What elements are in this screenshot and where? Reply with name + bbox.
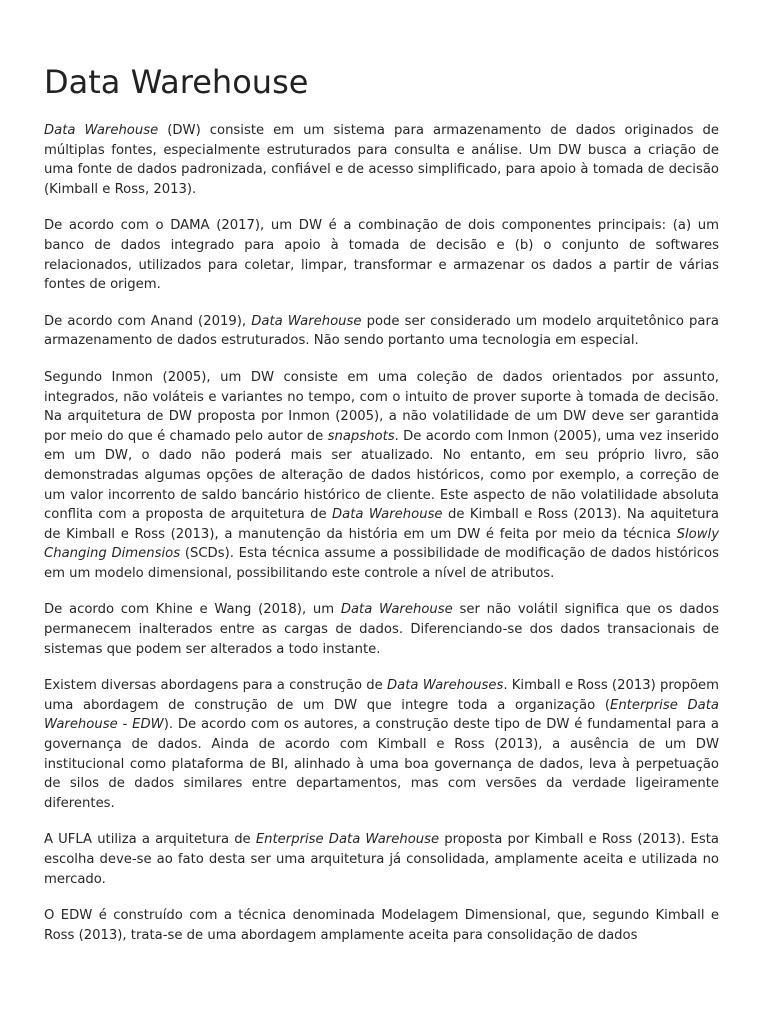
italic-text: Enterprise Data Warehouse [255,832,440,848]
paragraph [44,368,719,584]
paragraph [44,676,719,813]
text-run: De acordo com Khine e Wang (2018), um [44,602,341,618]
text-run: De acordo com o DAMA (2017), um DW é a combinação de dois componentes principais: (a) um banco de dados integrado para apoio à tomada de decisão e (b) o conjunto de softwares relacionados, utilizados para coletar, limpar, transformar e armazenar os dados a partir de várias fontes de origem. [44,218,719,293]
text-run: (SCDs). Esta técnica assume a possibilidade de modificação de dados históricos em um modelo dimensional, possibilitando este controle a nível de atributos. [44,546,719,581]
text-run: Existem diversas abordagens para a construção de [44,678,388,694]
text-run: ser não volátil significa que os dados permanecem inalterados entre as cargas de dados. Diferenciando-se dos dados transacionais de sistemas que podem ser alterados a todo instante. [44,602,719,657]
italic-text: Slowly Changing Dimensios [44,526,719,562]
paragraph [44,600,719,659]
paragraph [44,312,719,351]
italic-text: Enterprise Data Warehouse - EDW [44,697,719,733]
paragraph [44,906,719,945]
text-run: De acordo com Anand (2019), [44,313,252,329]
italic-text: Data Warehouse [251,313,362,329]
italic-text: Data Warehouse [340,602,453,618]
text-run: pode ser considerado um modelo arquitetônico para armazenamento de dados estruturados. Não sendo portanto uma tecnologia em especial. [44,313,719,349]
italic-text: Data Warehouse [331,507,443,523]
text-run: proposta por Kimball e Ross (2013). Esta escolha deve-se ao fato desta ser uma arquitetura já consolidada, amplamente aceita e utilizada no mercado. [44,832,719,887]
paragraph [44,830,719,889]
text-run: ). De acordo com os autores, a construção deste tipo de DW é fundamental para a governança de dados. Ainda de acordo com Kimball e Ross (2013), a ausência de um DW institucional como plataforma de BI, alinhado à uma boa governança de dados, leva à perpetuação de silos de dados similares entre departamentos, mas com versões da verdade ligeiramente diferentes. [44,717,719,811]
text-run: (DW) consiste em um sistema para armazenamento de dados originados de múltiplas fontes, especialmente estruturados para consulta e análise. Um DW busca a criação de uma fonte de dados padronizada, confiável e de acesso simplificado, para apoio à tomada de decisão (Kimball e Ross, 2013). [44,123,719,197]
document-body [44,121,719,945]
italic-text: Data Warehouse [44,123,159,138]
paragraph [44,216,719,294]
text-run: Segundo Inmon (2005), um DW consiste em uma coleção de dados orientados por assunto, integrados, não voláteis e variantes no tempo, com o intuito de prover suporte à tomada de decisão. Na arquitetura de DW proposta por Inmon (2005), a não volatilidade de um DW deve ser garantida por meio do que é chamado pelo autor de [44,369,719,444]
italic-text: snapshots [327,428,395,444]
document-page [44,60,719,962]
text-run: . De acordo com Inmon (2005), uma vez inserido em um DW, o dado não poderá mais ser atualizado. No entanto, em seu próprio livro, são demonstradas algumas opções de alteração de dados históricos, como por exemplo, a correção de um valor incorrento de saldo bancário histórico de cliente. Este aspecto de não volatilidade absoluta conflita com a proposta de arquitetura de [44,428,719,523]
text-run: de Kimball e Ross (2013). Na aquitetura de Kimball e Ross (2013), a manutenção da história em um DW é feita por meio da técnica [44,507,719,542]
italic-text: Data Warehouses [387,678,504,694]
page-title: Data Warehouse [44,63,309,101]
text-run: A UFLA utiliza a arquitetura de [44,832,256,848]
paragraph [44,121,719,199]
text-run: O EDW é construído com a técnica denominada Modelagem Dimensional, que, segundo Kimball e Ross (2013), trata-se de uma abordagem amplamente aceita para consolidação de dados [44,908,719,943]
text-run: . Kimball e Ross (2013) propõem uma abordagem de construção de um DW que integre toda a organização ( [44,678,719,713]
